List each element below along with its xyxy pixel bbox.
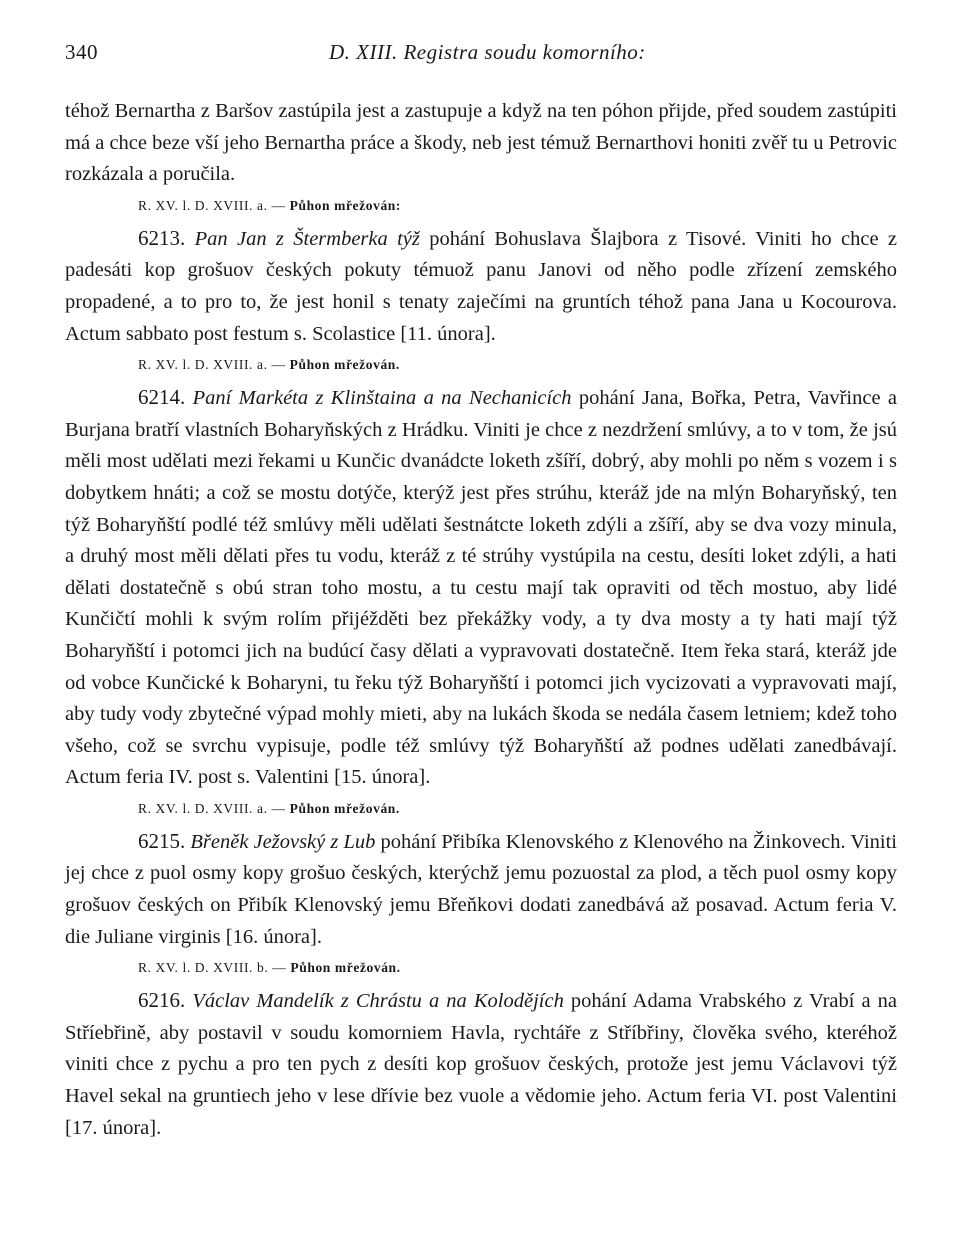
archival-note-status: Půhon mřežován. xyxy=(289,357,400,373)
archival-note xyxy=(138,354,897,376)
entry-number: 6215. xyxy=(138,828,186,853)
archival-note xyxy=(138,798,897,820)
archival-note xyxy=(138,957,897,979)
entry-text: pohání Přibíka Klenovského z Klenového na Žinkovech. Viniti jej chce z puol osmy kopy grošuo českých, kterýchž jemu pozuostal za plod, a těch puol osmy kopy grošuov českých on Přibík Klenovský jemu Břeňkovi dodati zanedbává až posavad. Actum feria V. die Juliane virginis [16. února]. xyxy=(65,830,897,948)
archival-note-status: Půhon mřežován. xyxy=(289,800,400,816)
page-header xyxy=(65,40,897,74)
running-head: D. XIII. Registra soudu komorního: xyxy=(329,40,646,64)
archival-note-reference: R. XV. l. D. XVIII. b. — xyxy=(138,960,287,976)
entry-paragraph xyxy=(65,382,897,794)
archival-note xyxy=(138,195,897,217)
archival-note-reference: R. XV. l. D. XVIII. a. — xyxy=(138,197,286,213)
page-body xyxy=(65,96,897,1144)
entry-number: 6213. xyxy=(138,225,186,250)
entry-party: Václav Mandelík z Chrástu a na Kolodějích xyxy=(192,990,564,1013)
entry-text: pohání Adama Vrabského z Vrabí a na Stříebřině, aby postavil v soudu komorniem Havla, rychtáře z Stříbřiny, člověka svého, kteréhož viniti chce z pychu a pro ten pych z desíti kop grošuov českých, protože jest jemu Václavovi týž Havel sekal na gruntiech jeho v lese dřívie bez vuole a vědomie jeho. Actum feria VI. post Valentini [17. února]. xyxy=(65,990,898,1139)
book-page xyxy=(65,40,897,1144)
archival-note-status: Půhon mřežován: xyxy=(289,197,401,213)
entry-party: Paní Markéta z Klinštaina a na Nechanicích xyxy=(192,387,572,410)
page-number: 340 xyxy=(65,40,98,64)
entry-number: 6214. xyxy=(138,385,186,410)
entry-text: pohání Jana, Bořka, Petra, Vavřince a Burjana bratří vlastních Boharyňských z Hrádku. Viniti je chce z nezdržení smlúvy, a to v tom, že jsú měli most udělati mezi řekami u Kunčic dvanádcte loketh zšíří, dobrý, aby mohli po něm s vozem i s dobytkem hnáti; a což se mostu dotýče, kterýž jest přes strúhu, kteráž jde na mlýn Boharyňský, ten týž Boharyňští podlé též smlúvy měli udělati šestnátcte loketh zdýli a zšíří, aby se dva vozy minula, a druhý most měli dělati přes tu vodu, kteráž z té strúhy vystúpila na cestu, desíti loket zdýli, a hati dělati dostatečně s obú stran toho mostu, a tu cestu mají tak opraviti od těch mostuo, aby lidé Kunčičtí mohli k svým rolím přijéžděti bez překážky vody, a ty dva mosty a ty hati mají týž Boharyňští i potomci jich na budúcí časy dělati a vypravovati dostatečně. Item řeka stará, kteráž jde od vobce Kunčické k Boharyni, tu řeku týž Boharyňští i potomci jich vycizovati a vypravovati mají, aby tudy vody zbytečné výpad mohly mieti, aby na lukách škoda se nedála časem letniem; kdež toho všeho, což se svrchu vypisuje, podle též smlúvy týž Boharyňští až podnes udělati zanedbávají. Actum feria IV. post s. Valentini [15. února]. xyxy=(65,387,898,789)
entry-paragraph xyxy=(65,985,897,1144)
continuation-paragraph: téhož Bernartha z Baršov zastúpila jest a zastupuje a když na ten póhon přijde, před soudem zastúpiti má a chce beze vší jeho Bernartha práce a škody, neb jest témuž Bernarthovi honiti zvěř tu u Petrovic rozkázala a poručila. xyxy=(65,100,897,186)
entry-party: Pan Jan z Štermberka týž xyxy=(194,227,420,250)
entry-number: 6216. xyxy=(138,988,186,1013)
archival-note-reference: R. XV. l. D. XVIII. a. — xyxy=(138,357,286,373)
archival-note-status: Půhon mřežován. xyxy=(290,960,401,976)
entry-paragraph xyxy=(65,223,897,350)
entry-text: pohání Bohuslava Šlajbora z Tisové. Viniti ho chce z padesáti kop grošuov českých pokuty témuož panu Janovi od něho podle zřízení zemského propadené, a to pro to, že jest honil s tenaty zaječími na gruntích téhož pana Jana u Kocourova. Actum sabbato post festum s. Scolastice [11. února]. xyxy=(65,227,898,345)
entry-paragraph xyxy=(65,826,897,953)
entry-party: Břeněk Ježovský z Lub xyxy=(190,830,376,853)
archival-note-reference: R. XV. l. D. XVIII. a. — xyxy=(138,800,286,816)
